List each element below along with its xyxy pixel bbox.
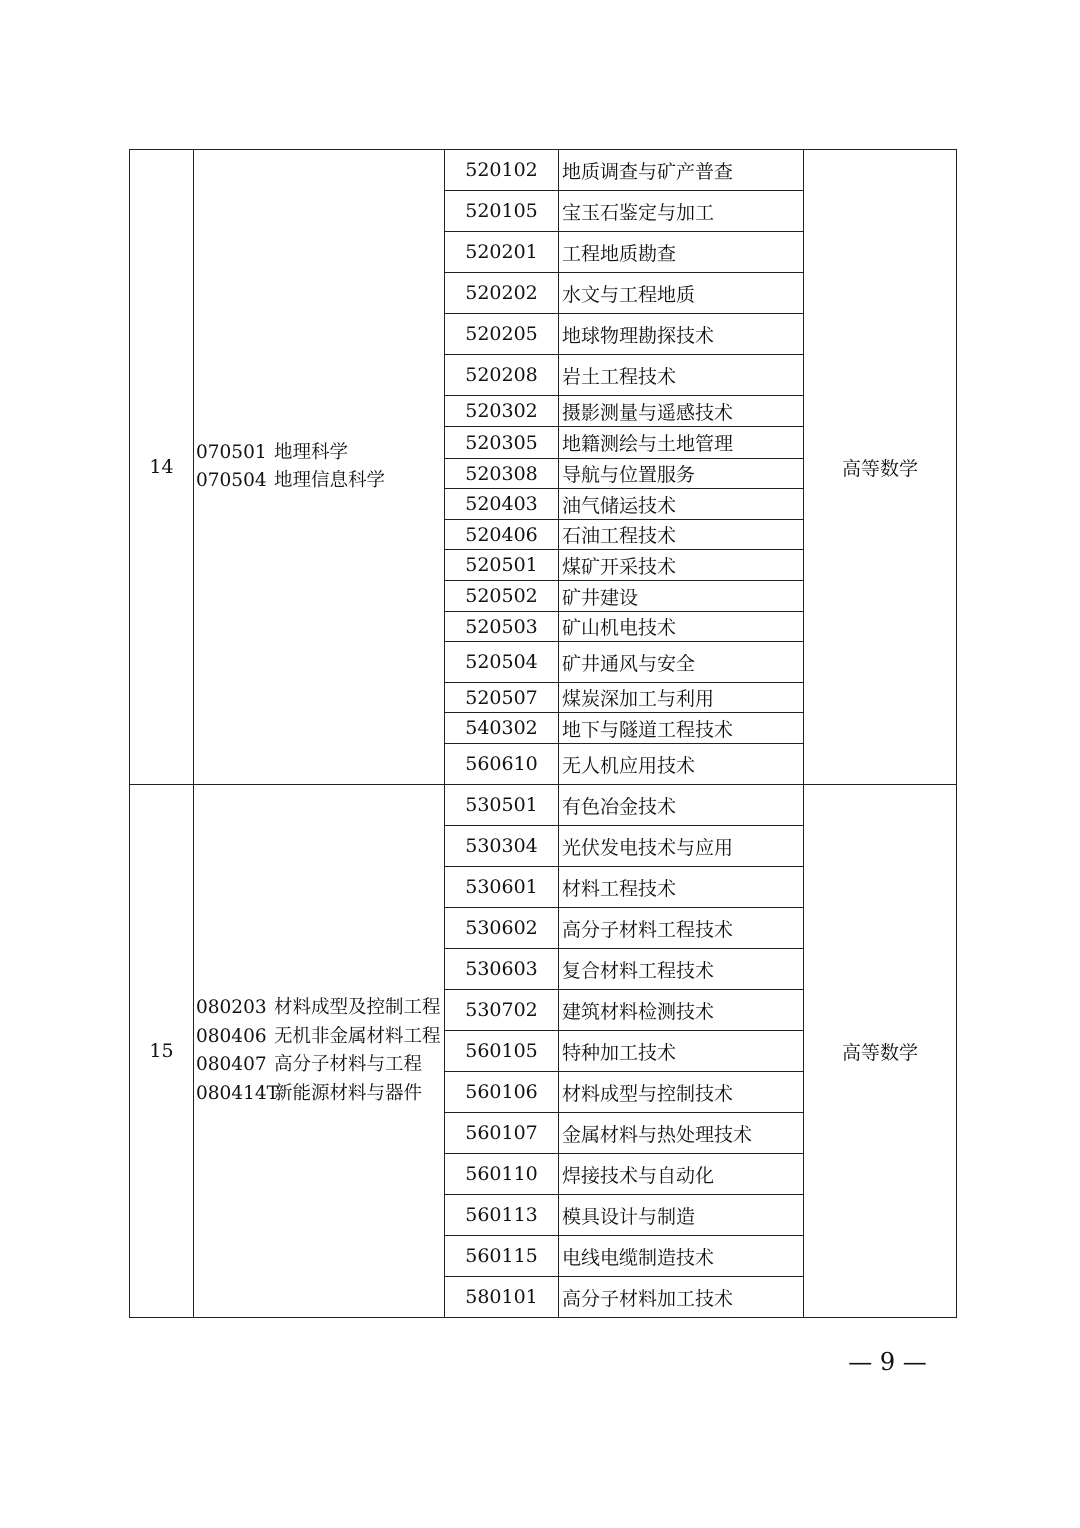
vocational-major-name: 水文与工程地质 <box>559 273 804 314</box>
vocational-major-code: 520504 <box>445 642 559 683</box>
undergraduate-majors-cell <box>194 150 445 785</box>
vocational-major-code: 520302 <box>445 396 559 427</box>
vocational-major-name: 焊接技术与自动化 <box>559 1154 804 1195</box>
page-number: — 9 — <box>848 1348 927 1376</box>
undergraduate-major-name: 地理科学 <box>274 441 349 463</box>
undergraduate-major-name: 新能源材料与器件 <box>274 1082 423 1104</box>
vocational-major-code: 530304 <box>445 826 559 867</box>
undergraduate-major-code: 080406 <box>196 1025 267 1047</box>
vocational-major-name: 复合材料工程技术 <box>559 949 804 990</box>
vocational-major-code: 520105 <box>445 191 559 232</box>
vocational-major-code: 560107 <box>445 1113 559 1154</box>
vocational-major-name: 无人机应用技术 <box>559 744 804 785</box>
vocational-major-code: 580101 <box>445 1277 559 1318</box>
vocational-major-code: 520503 <box>445 612 559 642</box>
undergraduate-major <box>196 1080 444 1109</box>
vocational-major-code: 520507 <box>445 683 559 713</box>
vocational-major-name: 地质调查与矿产普查 <box>559 150 804 191</box>
undergraduate-major <box>196 1023 444 1052</box>
vocational-major-name: 导航与位置服务 <box>559 459 804 489</box>
undergraduate-major <box>196 1051 444 1080</box>
vocational-major-code: 520305 <box>445 427 559 459</box>
vocational-major-code: 520208 <box>445 355 559 396</box>
vocational-major-name: 煤炭深加工与利用 <box>559 683 804 713</box>
vocational-major-code: 520202 <box>445 273 559 314</box>
vocational-major-code: 560106 <box>445 1072 559 1113</box>
vocational-major-code: 530702 <box>445 990 559 1031</box>
vocational-major-name: 工程地质勘查 <box>559 232 804 273</box>
vocational-major-name: 光伏发电技术与应用 <box>559 826 804 867</box>
group-index: 14 <box>130 150 194 785</box>
vocational-major-name: 有色冶金技术 <box>559 785 804 826</box>
undergraduate-major <box>196 994 444 1023</box>
vocational-major-code: 520403 <box>445 489 559 520</box>
undergraduate-major-code: 080407 <box>196 1054 267 1075</box>
table-row <box>130 785 957 826</box>
group-index: 15 <box>130 785 194 1318</box>
vocational-major-name: 建筑材料检测技术 <box>559 990 804 1031</box>
undergraduate-major <box>196 467 444 496</box>
undergraduate-major-name: 地理信息科学 <box>274 470 386 491</box>
vocational-major-name: 高分子材料加工技术 <box>559 1277 804 1318</box>
table-row <box>130 150 957 191</box>
vocational-major-code: 560610 <box>445 744 559 785</box>
vocational-major-name: 模具设计与制造 <box>559 1195 804 1236</box>
vocational-major-code: 530501 <box>445 785 559 826</box>
undergraduate-major-name: 材料成型及控制工程 <box>274 997 441 1018</box>
vocational-major-code: 560113 <box>445 1195 559 1236</box>
vocational-major-name: 电线电缆制造技术 <box>559 1236 804 1277</box>
vocational-major-code: 560110 <box>445 1154 559 1195</box>
vocational-major-code: 520201 <box>445 232 559 273</box>
undergraduate-major-code: 070504 <box>196 470 267 491</box>
vocational-major-name: 地球物理勘探技术 <box>559 314 804 355</box>
vocational-major-name: 宝玉石鉴定与加工 <box>559 191 804 232</box>
vocational-major-code: 520502 <box>445 581 559 612</box>
major-correspondence-table <box>129 149 957 1318</box>
vocational-major-name: 材料工程技术 <box>559 867 804 908</box>
vocational-major-name: 矿井通风与安全 <box>559 642 804 683</box>
undergraduate-major <box>196 439 444 468</box>
undergraduate-major-code: 080414T <box>196 1082 279 1104</box>
vocational-major-name: 摄影测量与遥感技术 <box>559 396 804 427</box>
undergraduate-majors-cell <box>194 785 445 1318</box>
vocational-major-code: 560105 <box>445 1031 559 1072</box>
vocational-major-code: 520406 <box>445 520 559 550</box>
undergraduate-major-code: 070501 <box>196 441 267 463</box>
vocational-major-code: 520501 <box>445 550 559 581</box>
vocational-major-name: 地下与隧道工程技术 <box>559 713 804 744</box>
vocational-major-name: 油气储运技术 <box>559 489 804 520</box>
vocational-major-name: 材料成型与控制技术 <box>559 1072 804 1113</box>
vocational-major-code: 530601 <box>445 867 559 908</box>
vocational-major-name: 地籍测绘与土地管理 <box>559 427 804 459</box>
undergraduate-major-name: 高分子材料与工程 <box>274 1054 423 1075</box>
vocational-major-code: 560115 <box>445 1236 559 1277</box>
vocational-major-code: 520102 <box>445 150 559 191</box>
exam-subject: 高等数学 <box>804 785 957 1318</box>
vocational-major-name: 特种加工技术 <box>559 1031 804 1072</box>
vocational-major-code: 520308 <box>445 459 559 489</box>
vocational-major-name: 煤矿开采技术 <box>559 550 804 581</box>
vocational-major-code: 540302 <box>445 713 559 744</box>
vocational-major-name: 高分子材料工程技术 <box>559 908 804 949</box>
vocational-major-name: 矿井建设 <box>559 581 804 612</box>
vocational-major-code: 530603 <box>445 949 559 990</box>
vocational-major-name: 金属材料与热处理技术 <box>559 1113 804 1154</box>
exam-subject: 高等数学 <box>804 150 957 785</box>
vocational-major-code: 520205 <box>445 314 559 355</box>
undergraduate-major-name: 无机非金属材料工程 <box>274 1025 441 1047</box>
undergraduate-major-code: 080203 <box>196 997 267 1018</box>
vocational-major-name: 岩土工程技术 <box>559 355 804 396</box>
vocational-major-name: 矿山机电技术 <box>559 612 804 642</box>
vocational-major-code: 530602 <box>445 908 559 949</box>
vocational-major-name: 石油工程技术 <box>559 520 804 550</box>
